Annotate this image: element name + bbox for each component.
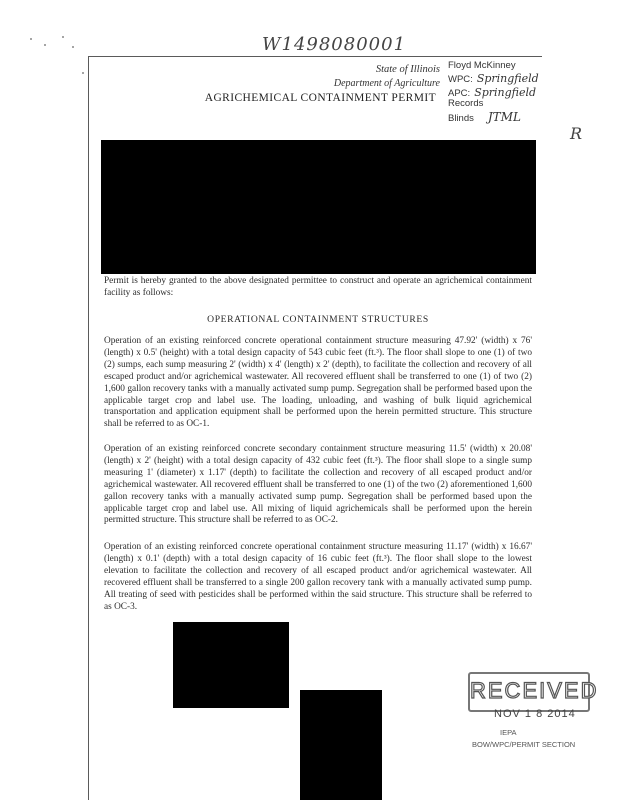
redacted-signature-block [173,622,289,708]
structure-oc3-paragraph: Operation of an existing reinforced concrete operational containment structure measuring 11.17' (width) x 16.67' (length) x 0.1' (depth) with a total design capacity of 16 cubic feet (ft.³). The floor shall slope to the lowest elevation to facilitate the collection and recovery of all escaped product and/or agrichemical wastewater. All recovered effluent shall be transferred to a single 200 gallon recovery tank with a manually activated sump pump. All treating of seed with pesticides shall be performed within the said structure. This structure shall be referred to as OC-3. [104,542,532,612]
section-heading: OPERATIONAL CONTAINMENT STRUCTURES [207,314,429,325]
structure-oc2-paragraph: Operation of an existing reinforced concrete secondary containment structure measuring 11.5' (width) x 20.08' (length) x 2' (height) with a total design capacity of 432 cubic feet (ft.³). The floor shall slope to a single sump measuring 1' (diameter) x 1.17' (depth) to facilitate the collection and recovery of all escaped product and/or agrichemical wastewater. All recovered effluent shall be transferred to one (1) of the two (2) aforementioned 1,600 gallon recovery tanks with a manually activated sump pump. Segregation shall be performed based upon the applicable target crop and label use. All mixing of liquid agrichemicals shall be performed upon the herein permitted structure. This structure shall be referred to as OC-2. [104,444,532,526]
margin-mark: R [570,124,583,143]
header-state: State of Illinois [375,64,440,75]
routing-apc-label: APC: [448,88,471,99]
page-left-rule [88,56,89,800]
permit-title: AGRICHEMICAL CONTAINMENT PERMIT [204,92,436,104]
received-stamp-agency: IEPA [500,728,517,737]
structure-oc1-paragraph: Operation of an existing reinforced concrete operational containment structure measuring 47.92' (width) x 76' (length) x 0.5' (height) with a total design capacity of 543 cubic feet (ft.³). The floor shall slope to one (1) of two (2) sumps, each sump measuring 2' (width) x 4' (length) x 2' (depth), to facilitate the collection and recovery of all escaped product and/or agrichemical wastewater. All recovered effluent shall be transferred to one (1) of two (2) 1,600 gallon recovery tanks with a manually activated sump pump. Segregation shall be performed based upon the applicable target crop and label use. The loading, unloading, and washing of bulk liquid agrichemical transportation and application equipment shall be performed upon the herein permitted structure. This structure shall be referred to as OC-1. [104,336,532,430]
routing-records: Records [448,98,484,109]
routing-wpc-label: WPC: [448,74,473,85]
received-stamp-section: BOW/WPC/PERMIT SECTION [472,740,576,749]
routing-wpc [448,72,539,85]
received-stamp-date: NOV 1 8 2014 [494,708,576,720]
routing-name: Floyd McKinney [448,60,516,71]
scan-speck [72,46,74,48]
routing-wpc-signature: Springfield [476,72,539,85]
page-top-rule [88,56,542,57]
scan-speck [44,44,46,46]
redacted-lower-block [300,690,382,800]
routing-blinds-initials: JTML [487,110,521,124]
scan-speck [62,36,64,38]
routing-apc-signature: Springfield [474,86,537,99]
redacted-permittee-block [101,140,536,274]
routing-blinds [448,110,521,124]
scan-speck [30,38,32,40]
received-stamp: RECEIVED [468,672,590,712]
scan-speck [82,72,84,74]
handwritten-document-number: W1498080001 [262,34,407,55]
routing-blinds-label: Blinds [448,113,474,124]
permit-intro: Permit is hereby granted to the above designated permittee to construct and operate an agrichemical containment facility as follows: [104,276,532,298]
header-department: Department of Agriculture [333,78,440,89]
